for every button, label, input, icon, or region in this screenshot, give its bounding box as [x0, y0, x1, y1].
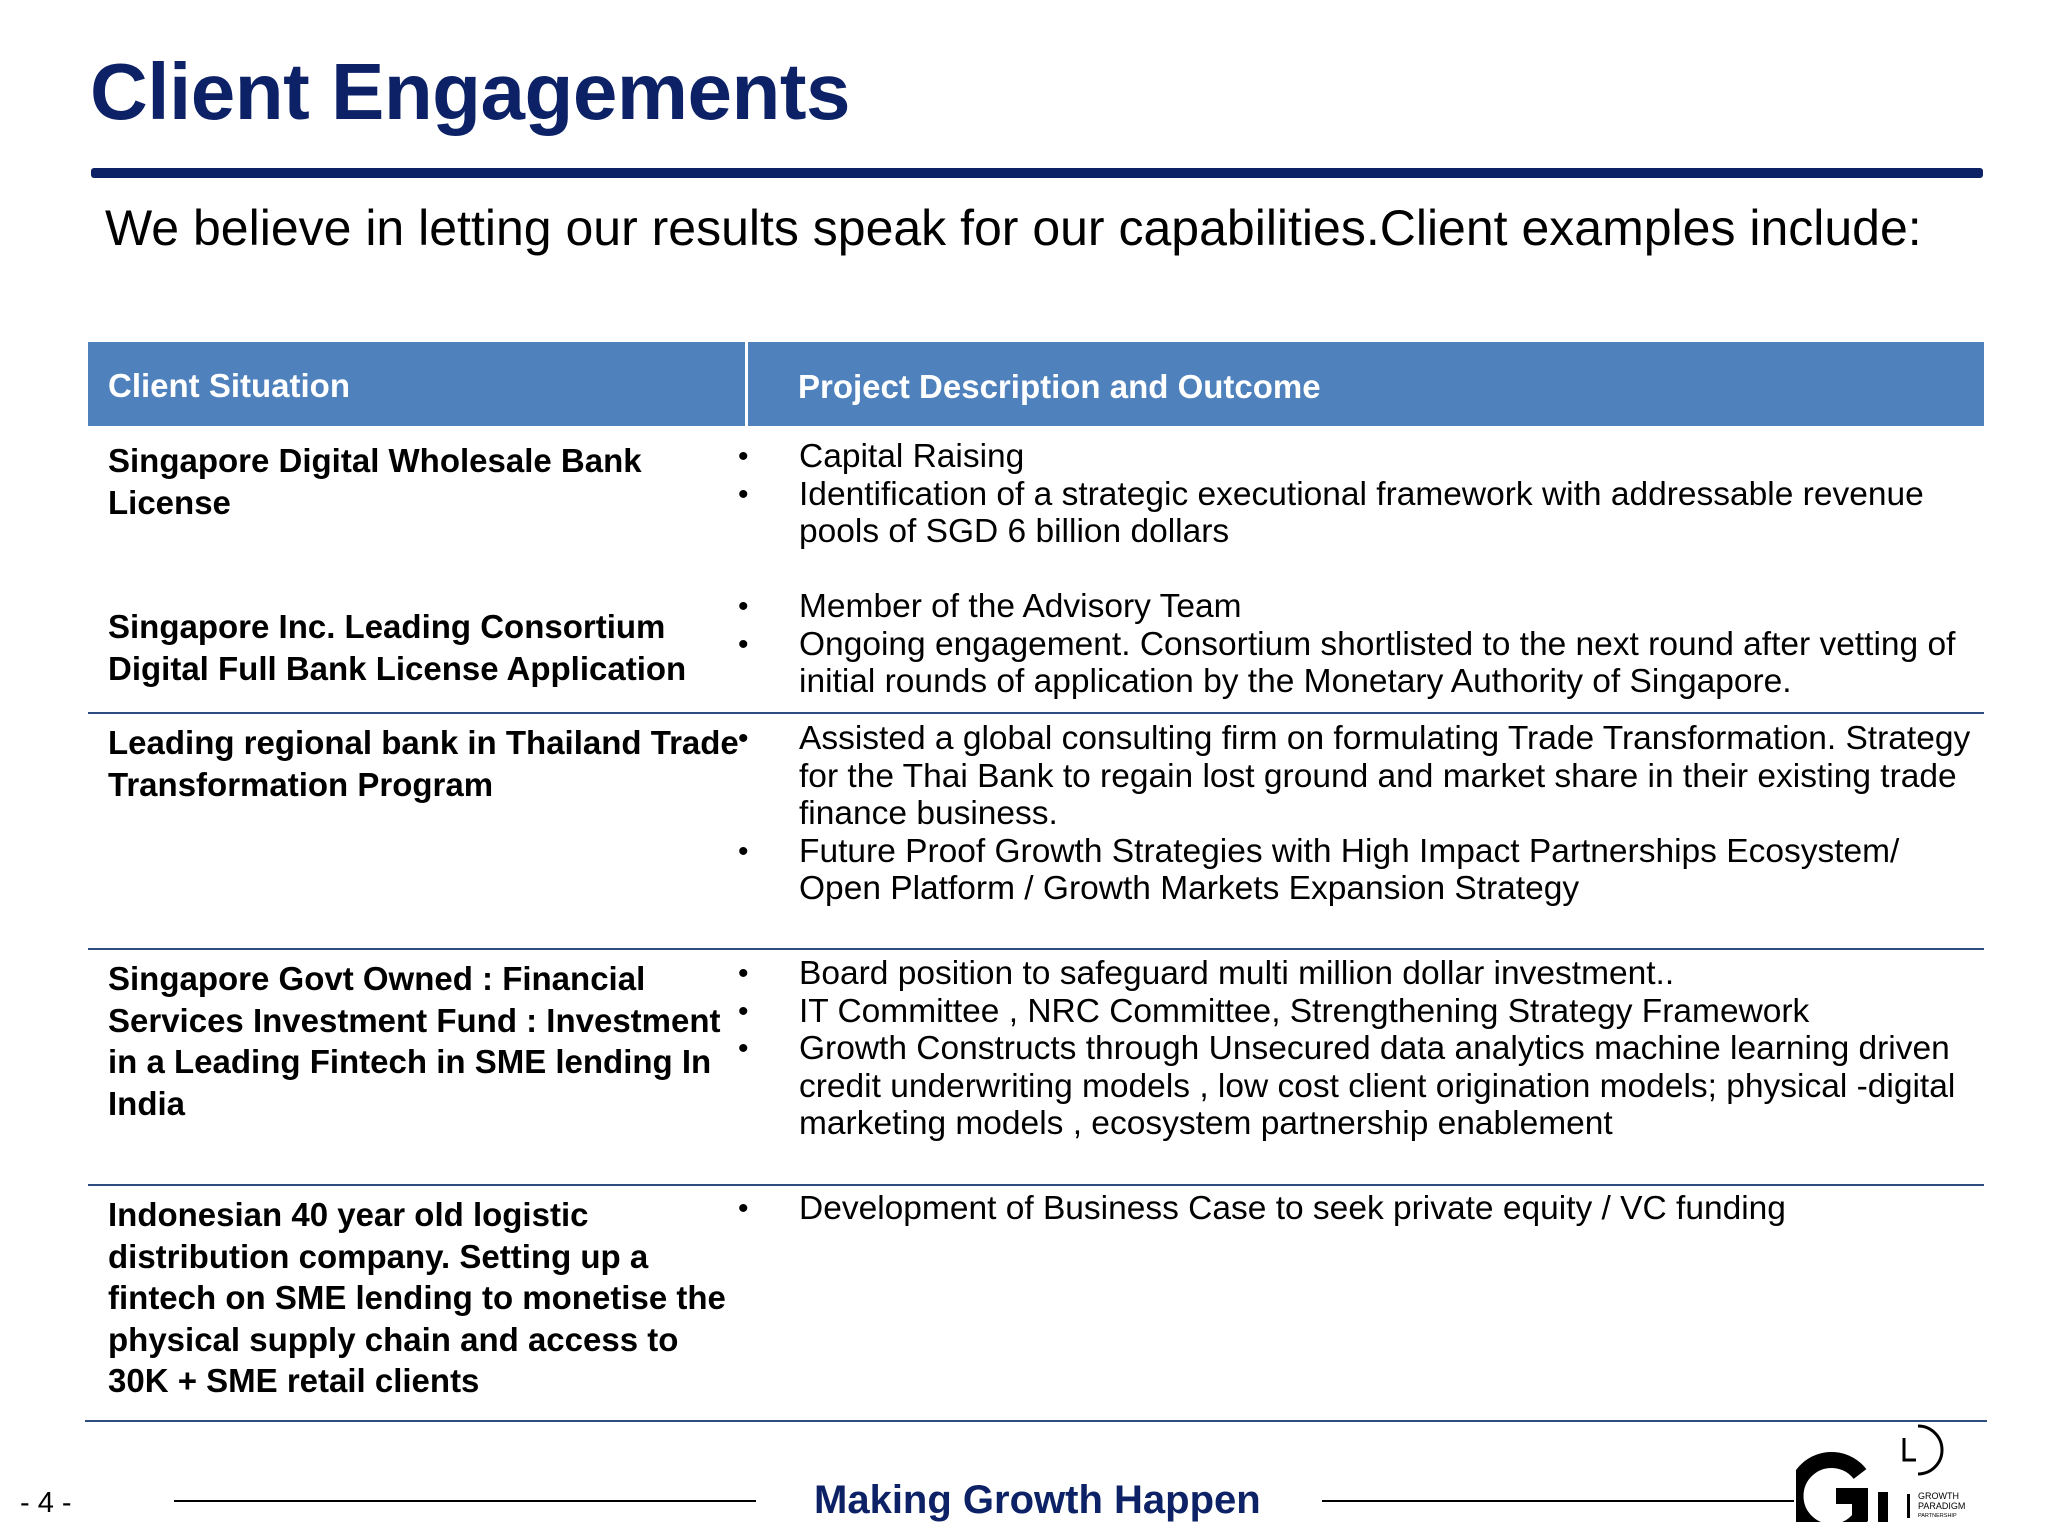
table-header — [88, 342, 1984, 426]
title-divider — [91, 168, 1983, 178]
bullet-item: • Member of the Advisory Team — [738, 588, 1978, 626]
row-divider — [85, 1420, 1987, 1422]
page-subtitle: We believe in letting our results speak for our capabilities.Client examples include: — [105, 200, 1922, 256]
row-bullets — [738, 1190, 1978, 1228]
bullet-item: • Future Proof Growth Strategies with High Impact Partnerships Ecosystem/ Open Platform / Growth Markets Expansion Strategy — [738, 833, 1978, 908]
row-situation: Leading regional bank in Thailand Trade Transformation Program — [108, 724, 739, 803]
row-situation: Singapore Digital Wholesale Bank License — [108, 442, 642, 521]
row-bullets — [738, 438, 1978, 551]
bullet-item: • Development of Business Case to seek private equity / VC funding — [738, 1190, 1978, 1228]
row-divider — [88, 712, 1984, 714]
bullet-item: • Board position to safeguard multi million dollar investment.. — [738, 955, 1978, 993]
bullet-item: • Identification of a strategic executional framework with addressable revenue pools of SGD 6 billion dollars — [738, 476, 1978, 551]
svg-text:GROWTH: GROWTH — [1918, 1491, 1959, 1501]
row-divider — [88, 948, 1984, 950]
footer-rule-right — [1322, 1500, 1794, 1502]
page-title: Client Engagements — [90, 47, 851, 136]
svg-text:PARTNERSHIP: PARTNERSHIP — [1918, 1513, 1957, 1519]
footer-tagline: Making Growth Happen — [814, 1478, 1261, 1522]
header-client-situation: Client Situation — [108, 367, 350, 404]
row-situation: Singapore Govt Owned : Financial Services Investment Fund : Investment in a Leading Fintech in SME lending In India — [108, 960, 721, 1122]
footer-rule-left — [174, 1500, 756, 1502]
bullet-item: • Ongoing engagement. Consortium shortlisted to the next round after vetting of initial rounds of application by the Monetary Authority of Singapore. — [738, 626, 1978, 701]
row-divider — [88, 1184, 1984, 1186]
bullet-item: • Capital Raising — [738, 438, 1978, 476]
bullet-item: • IT Committee , NRC Committee, Strengthening Strategy Framework — [738, 993, 1978, 1031]
bullet-item: • Growth Constructs through Unsecured data analytics machine learning driven credit underwriting models , low cost client origination models; physical -digital marketing models , ecosystem partnership enablement — [738, 1030, 1978, 1143]
row-situation: Singapore Inc. Leading Consortium Digital Full Bank License Application — [108, 608, 687, 687]
company-logo — [1796, 1422, 1976, 1522]
row-situation: Indonesian 40 year old logistic distribution company. Setting up a fintech on SME lending to monetise the physical supply chain and access to 30K + SME retail clients — [108, 1196, 726, 1399]
row-bullets — [738, 588, 1978, 701]
header-project-description: Project Description and Outcome — [798, 368, 1321, 405]
header-column-divider — [745, 342, 748, 426]
row-bullets — [738, 720, 1978, 908]
bullet-item: • Assisted a global consulting firm on formulating Trade Transformation. Strategy for the Thai Bank to regain lost ground and market share in their existing trade finance business. — [738, 720, 1978, 833]
row-bullets — [738, 955, 1978, 1143]
page-number: - 4 - — [20, 1487, 72, 1519]
svg-text:PARADIGM: PARADIGM — [1918, 1501, 1966, 1511]
